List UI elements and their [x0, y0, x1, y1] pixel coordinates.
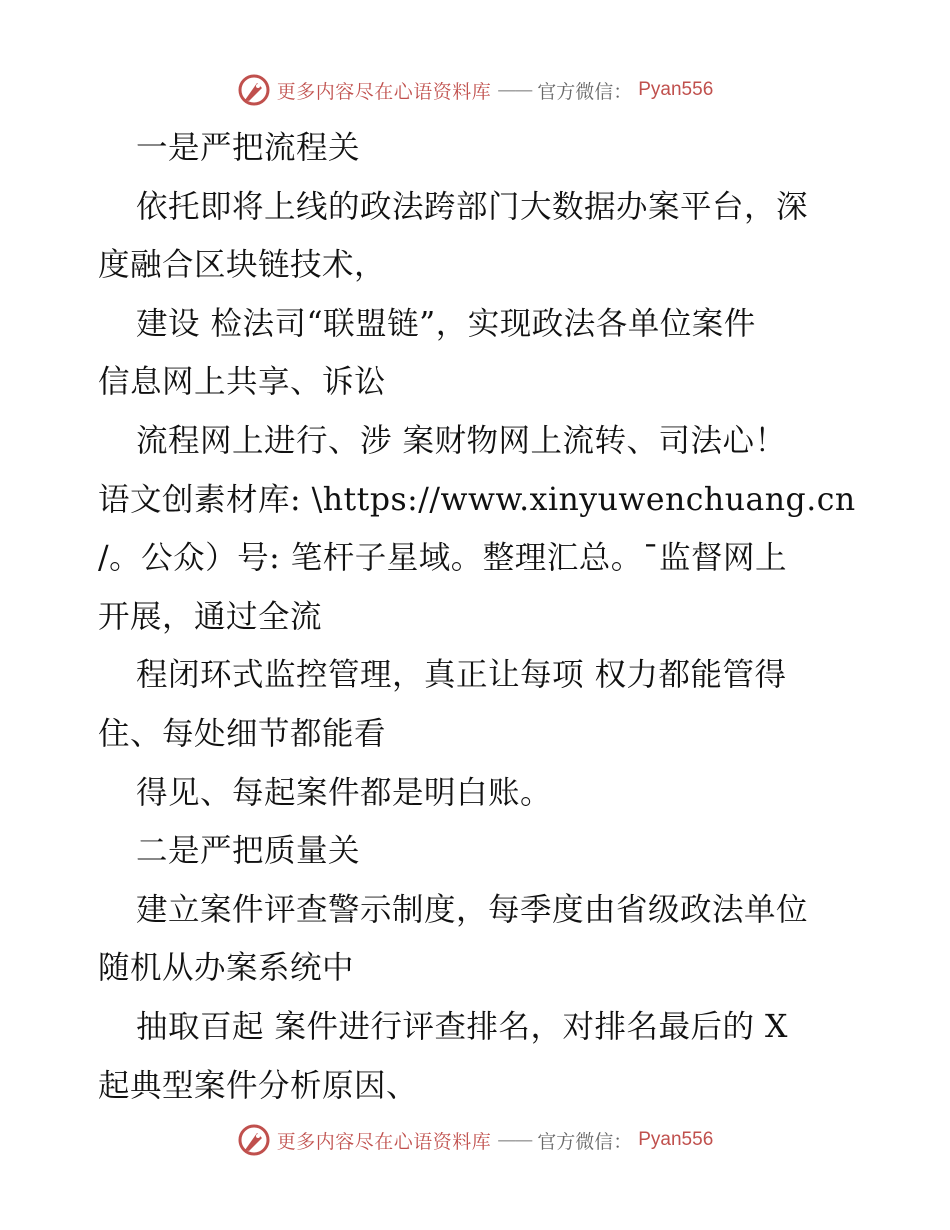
text-line: 二是严把质量关	[136, 833, 361, 870]
text-line: 一是严把流程关	[136, 130, 361, 166]
text-line: 度融合区块链技术，	[98, 247, 387, 284]
pen-nib-logo-icon	[237, 73, 271, 107]
text-line: 依托即将上线的政法跨部门大数据办案平台，深	[136, 188, 809, 225]
text-line: 建立案件评查警示制度，每季度由省级政法单位	[136, 891, 809, 928]
text-line: 语文创素材库: \https://www.xinyuwenchuang.cn	[98, 481, 856, 518]
watermark-wechat-id: Pyan556	[638, 1129, 714, 1150]
watermark-separator: ——	[497, 79, 532, 101]
text-line: 随机从办案系统中	[98, 950, 355, 987]
header-watermark	[0, 70, 950, 110]
text-line: 流程网上进行、涉 案财物网上流转、司法心！	[136, 422, 787, 459]
pen-nib-logo-icon	[237, 1123, 271, 1157]
text-line: 得见、每起案件都是明白账。	[136, 774, 553, 811]
text-line: /。公众）号: 笔杆子星域。整理汇总。¯监督网上	[98, 540, 787, 577]
text-line: 信息网上共享、诉讼	[98, 364, 387, 401]
watermark-label: 官方微信：	[537, 1130, 633, 1153]
text-line: 开展，通过全流	[98, 598, 323, 635]
text-line: 起典型案件分析原因、	[98, 1067, 419, 1104]
text-line: 建设 检法司“联盟链”，实现政法各单位案件	[136, 305, 756, 342]
document-body	[98, 119, 858, 1115]
text-line: 程闭环式监控管理，真正让每项 权力都能管得	[136, 657, 787, 694]
text-line: 住、每处细节都能看	[98, 715, 387, 752]
watermark-site-text: 更多内容尽在心语资料库	[276, 1130, 492, 1153]
watermark-site-text: 更多内容尽在心语资料库	[276, 80, 492, 103]
text-line: 抽取百起 案件进行评查排名，对排名最后的 X	[136, 1008, 788, 1045]
watermark-separator: ——	[497, 1129, 532, 1151]
watermark-label: 官方微信：	[537, 80, 633, 103]
watermark-wechat-id: Pyan556	[638, 79, 714, 100]
footer-watermark	[0, 1120, 950, 1160]
